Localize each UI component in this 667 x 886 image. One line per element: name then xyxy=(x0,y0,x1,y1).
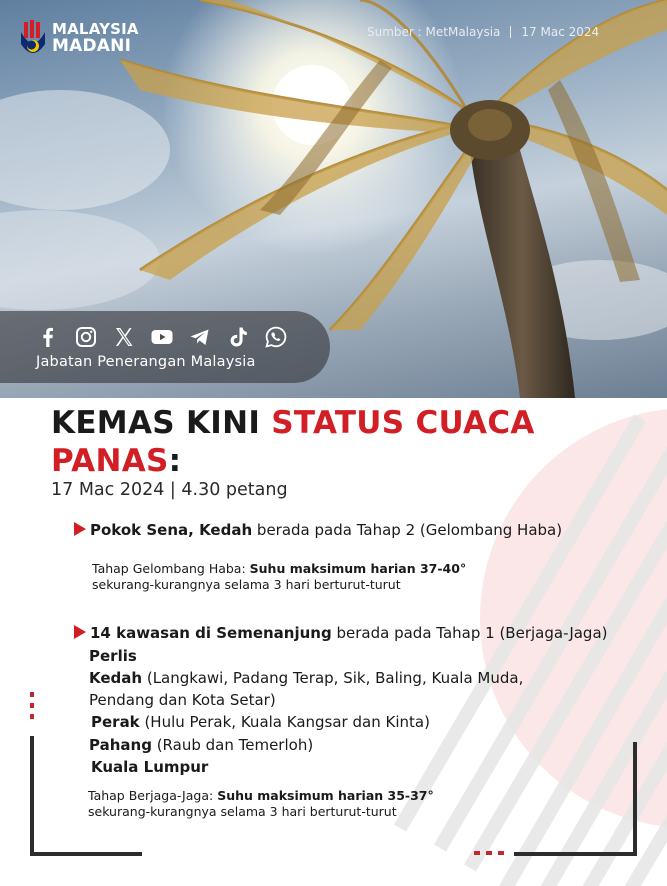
malaysia-madani-logo xyxy=(18,18,148,64)
state-name: Perak xyxy=(91,713,140,731)
state-item xyxy=(89,645,137,667)
madani-emblem-icon xyxy=(18,18,48,62)
red-dots-vertical xyxy=(30,692,34,725)
telegram-icon[interactable] xyxy=(188,325,212,349)
state-detail: (Hulu Perak, Kuala Kangsar dan Kinta) xyxy=(139,713,430,731)
state-item xyxy=(89,734,313,756)
whatsapp-icon[interactable] xyxy=(264,325,288,349)
alert2-status: berada pada Tahap 1 (Berjaga-Jaga) xyxy=(331,624,608,642)
red-arrow-icon xyxy=(74,625,86,639)
source-label: Sumber : MetMalaysia xyxy=(367,25,501,39)
title-part-black: KEMAS KINI xyxy=(51,405,272,441)
state-name: Kedah xyxy=(89,669,143,687)
state-detail: Pendang dan Kota Setar) xyxy=(89,691,276,709)
source-line xyxy=(367,25,599,39)
logo-line-madani: MADANI xyxy=(52,36,132,56)
state-item xyxy=(91,711,430,733)
source-date: 17 Mac 2024 xyxy=(521,25,600,39)
facebook-icon[interactable] xyxy=(36,325,60,349)
agency-name: Jabatan Penerangan Malaysia xyxy=(36,354,256,370)
update-date-time: 17 Mac 2024 | 4.30 petang xyxy=(51,480,288,500)
frame-line-right xyxy=(633,742,637,856)
hero-photo-palm-tree xyxy=(0,0,667,398)
state-detail: (Langkawi, Padang Terap, Sik, Baling, Kuala Muda, xyxy=(142,669,524,687)
frame-line-left xyxy=(30,736,34,856)
frame-line-bottom-left xyxy=(30,852,142,856)
title-colon: : xyxy=(168,443,182,479)
level-1-definition xyxy=(88,788,434,820)
tiktok-icon[interactable] xyxy=(226,325,250,349)
logo-wordmark xyxy=(52,22,139,55)
state-item xyxy=(91,756,208,778)
youtube-icon[interactable] xyxy=(150,325,174,349)
alert1-location: Pokok Sena, Kedah xyxy=(90,521,253,539)
alert2-location: 14 kawasan di Semenanjung xyxy=(90,624,332,642)
state-name: Kuala Lumpur xyxy=(91,758,209,776)
state-detail: (Raub dan Temerloh) xyxy=(151,736,314,754)
logo-line-malaysia: MALAYSIA xyxy=(52,20,139,38)
state-item-continued xyxy=(89,689,276,711)
instagram-icon[interactable] xyxy=(74,325,98,349)
x-icon[interactable] xyxy=(112,325,136,349)
level-2-definition xyxy=(92,561,466,593)
social-icons-row xyxy=(36,325,288,349)
note2-line2: sekurang-kurangnya selama 3 hari berturut-turut xyxy=(88,804,397,819)
title-part-red: STATUS CUACA PANAS xyxy=(51,405,535,479)
social-media-bar xyxy=(0,311,330,383)
alert1-status: berada pada Tahap 2 (Gelombang Haba) xyxy=(252,521,563,539)
page-title xyxy=(51,404,611,480)
note1-label: Tahap Gelombang Haba: xyxy=(92,561,250,576)
alert-level-1 xyxy=(74,624,608,642)
state-name: Pahang xyxy=(89,736,152,754)
note2-label: Tahap Berjaga-Jaga: xyxy=(88,788,218,803)
state-name: Perlis xyxy=(89,647,137,665)
source-divider xyxy=(510,26,511,38)
state-item xyxy=(89,667,523,689)
note1-line2: sekurang-kurangnya selama 3 hari berturut-turut xyxy=(92,577,401,592)
note1-bold: Suhu maksimum harian 37-40° xyxy=(249,561,467,576)
alert-level-2 xyxy=(74,521,562,539)
red-dots-horizontal xyxy=(474,851,504,855)
frame-line-bottom-right xyxy=(514,852,637,856)
red-arrow-icon xyxy=(74,522,86,536)
note2-bold: Suhu maksimum harian 35-37° xyxy=(217,788,434,803)
